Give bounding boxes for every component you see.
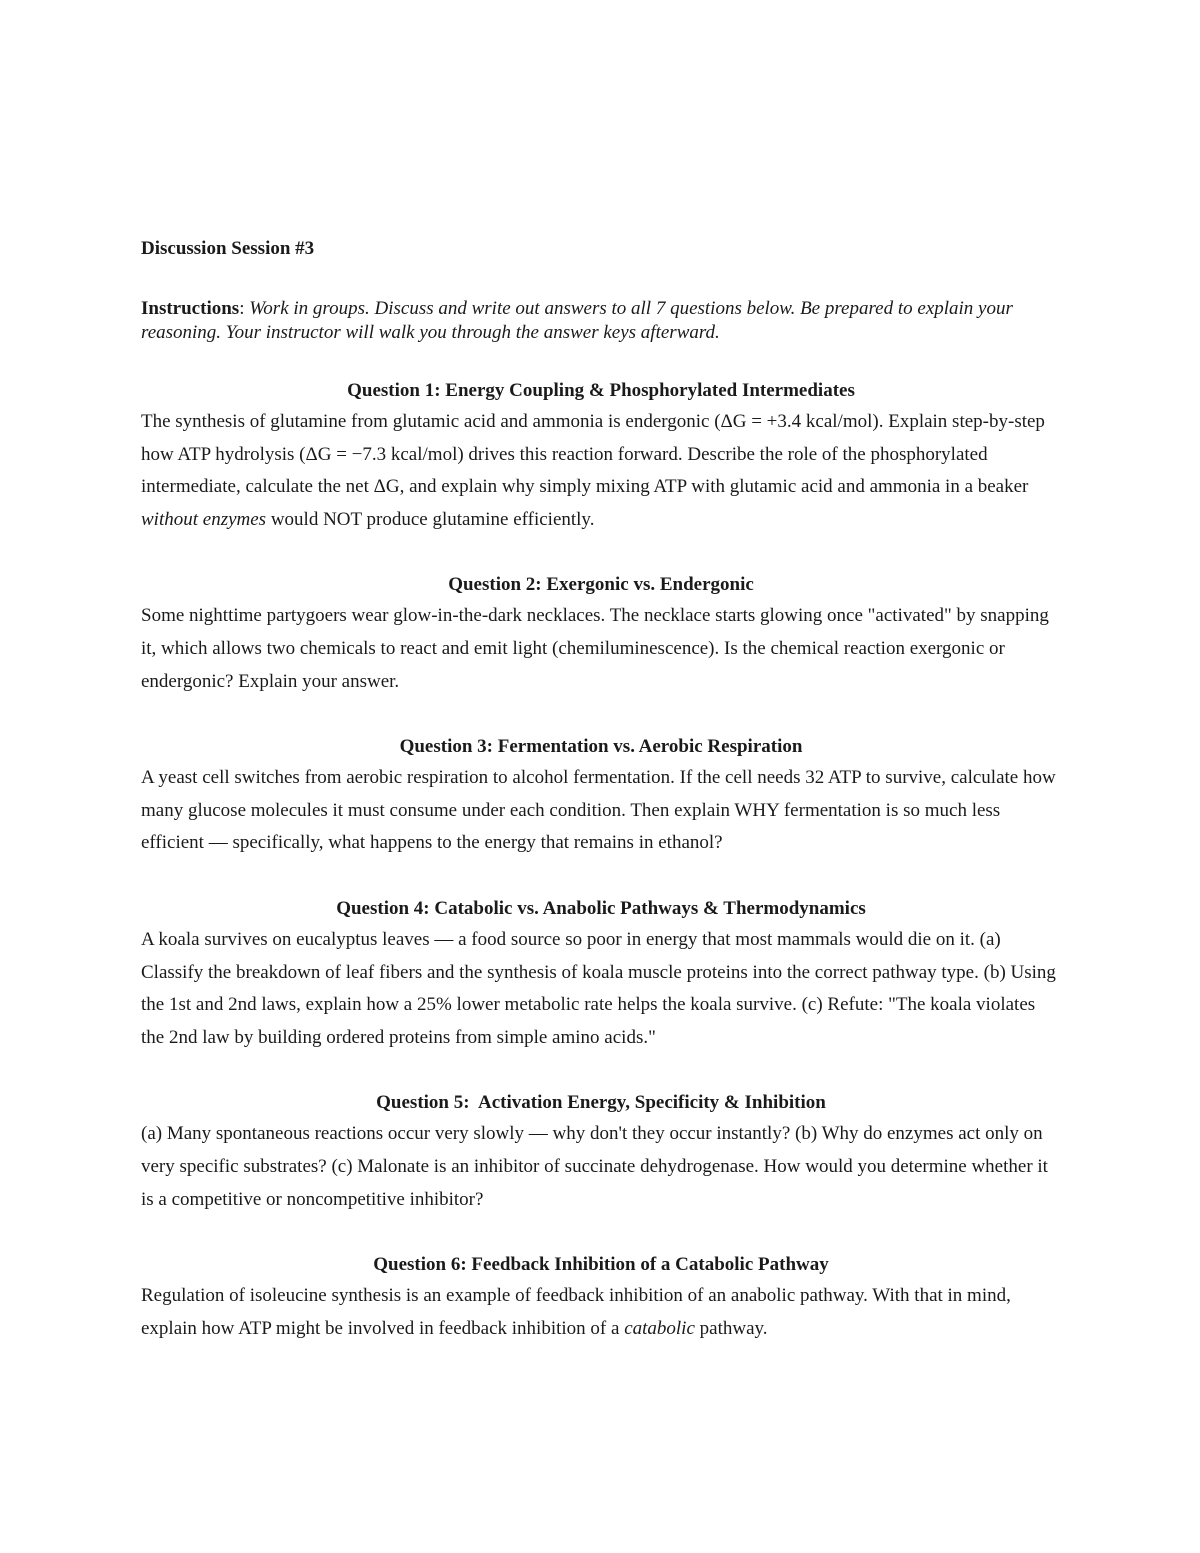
document-page — [141, 234, 1061, 1345]
question-3-body: A yeast cell switches from aerobic respiration to alcohol fermentation. If the cell needs 32 ATP to survive, calculate how many glucose molecules it must consume under each condition. Then explain WHY fermentation is so much less efficient — specifically, what happens to the energy that remains in ethanol? — [141, 767, 1056, 854]
question-6 — [141, 1250, 1061, 1345]
question-4-body: A koala survives on eucalyptus leaves — a food source so poor in energy that most mammals would die on it. (a) Classify the breakdown of leaf fibers and the synthesis of koala muscle proteins into the correct pathway type. (b) Using the 1st and 2nd laws, explain how a 25% lower metabolic rate helps the koala survive. (c) Refute: "The koala violates the 2nd law by building ordered proteins from simple amino acids." — [141, 928, 1056, 1048]
question-1-body-emphasis: without enzymes — [141, 508, 267, 530]
question-2 — [141, 570, 1061, 698]
question-5 — [141, 1088, 1061, 1216]
question-4 — [141, 894, 1061, 1054]
question-2-body: Some nighttime partygoers wear glow-in-the-dark necklaces. The necklace starts glowing once "activated" by snapping it, which allows two chemicals to react and emit light (chemiluminescence). Is the chemical reaction exergonic or endergonic? Explain your answer. — [141, 605, 1049, 692]
question-2-heading: Question 2: Exergonic vs. Endergonic — [448, 574, 754, 596]
question-6-body — [141, 1280, 1061, 1345]
instructions-label: Instructions — [141, 298, 240, 319]
question-6-body-start: Regulation of isoleucine synthesis is an example of feedback inhibition of an anabolic pathway. With that in mind, explain how ATP might be involved in feedback inhibition of a — [141, 1285, 1011, 1339]
instructions-paragraph — [141, 297, 1061, 345]
question-6-heading: Question 6: Feedback Inhibition of a Catabolic Pathway — [373, 1254, 829, 1276]
question-1-body — [141, 406, 1061, 536]
instructions-text: Work in groups. Discuss and write out answers to all 7 questions below. Be prepared to explain your reasoning. Your instructor will walk you through the answer keys afterward. — [141, 298, 1013, 343]
question-6-body-end: pathway. — [694, 1317, 768, 1339]
question-1 — [141, 376, 1061, 536]
question-3 — [141, 732, 1061, 860]
question-6-body-emphasis: catabolic — [624, 1317, 695, 1339]
question-4-heading: Question 4: Catabolic vs. Anabolic Pathways & Thermodynamics — [336, 897, 866, 919]
question-3-heading: Question 3: Fermentation vs. Aerobic Respiration — [399, 736, 803, 758]
question-1-body-end: would NOT produce glutamine efficiently. — [266, 508, 595, 530]
instructions-separator: : — [239, 298, 250, 319]
question-5-body: (a) Many spontaneous reactions occur very slowly — why don't they occur instantly? (b) Why do enzymes act only on very specific substrates? (c) Malonate is an inhibitor of succinate dehydrogenase. How would you determine whether it is a competitive or noncompetitive inhibitor? — [141, 1123, 1048, 1210]
question-1-body-start: The synthesis of glutamine from glutamic acid and ammonia is endergonic (ΔG = +3.4 kcal/mol). Explain step-by-step how ATP hydrolysis (ΔG = −7.3 kcal/mol) drives this reaction forward. Describe the role of the phosphorylated intermediate, calculate the net ΔG, and explain why simply mixing ATP with glutamic acid and ammonia in a beaker — [141, 411, 1045, 498]
question-5-heading: Question 5: Activation Energy, Specificity & Inhibition — [376, 1092, 826, 1114]
question-1-heading: Question 1: Energy Coupling & Phosphorylated Intermediates — [347, 380, 855, 401]
document-title: Discussion Session #3 — [141, 238, 315, 259]
